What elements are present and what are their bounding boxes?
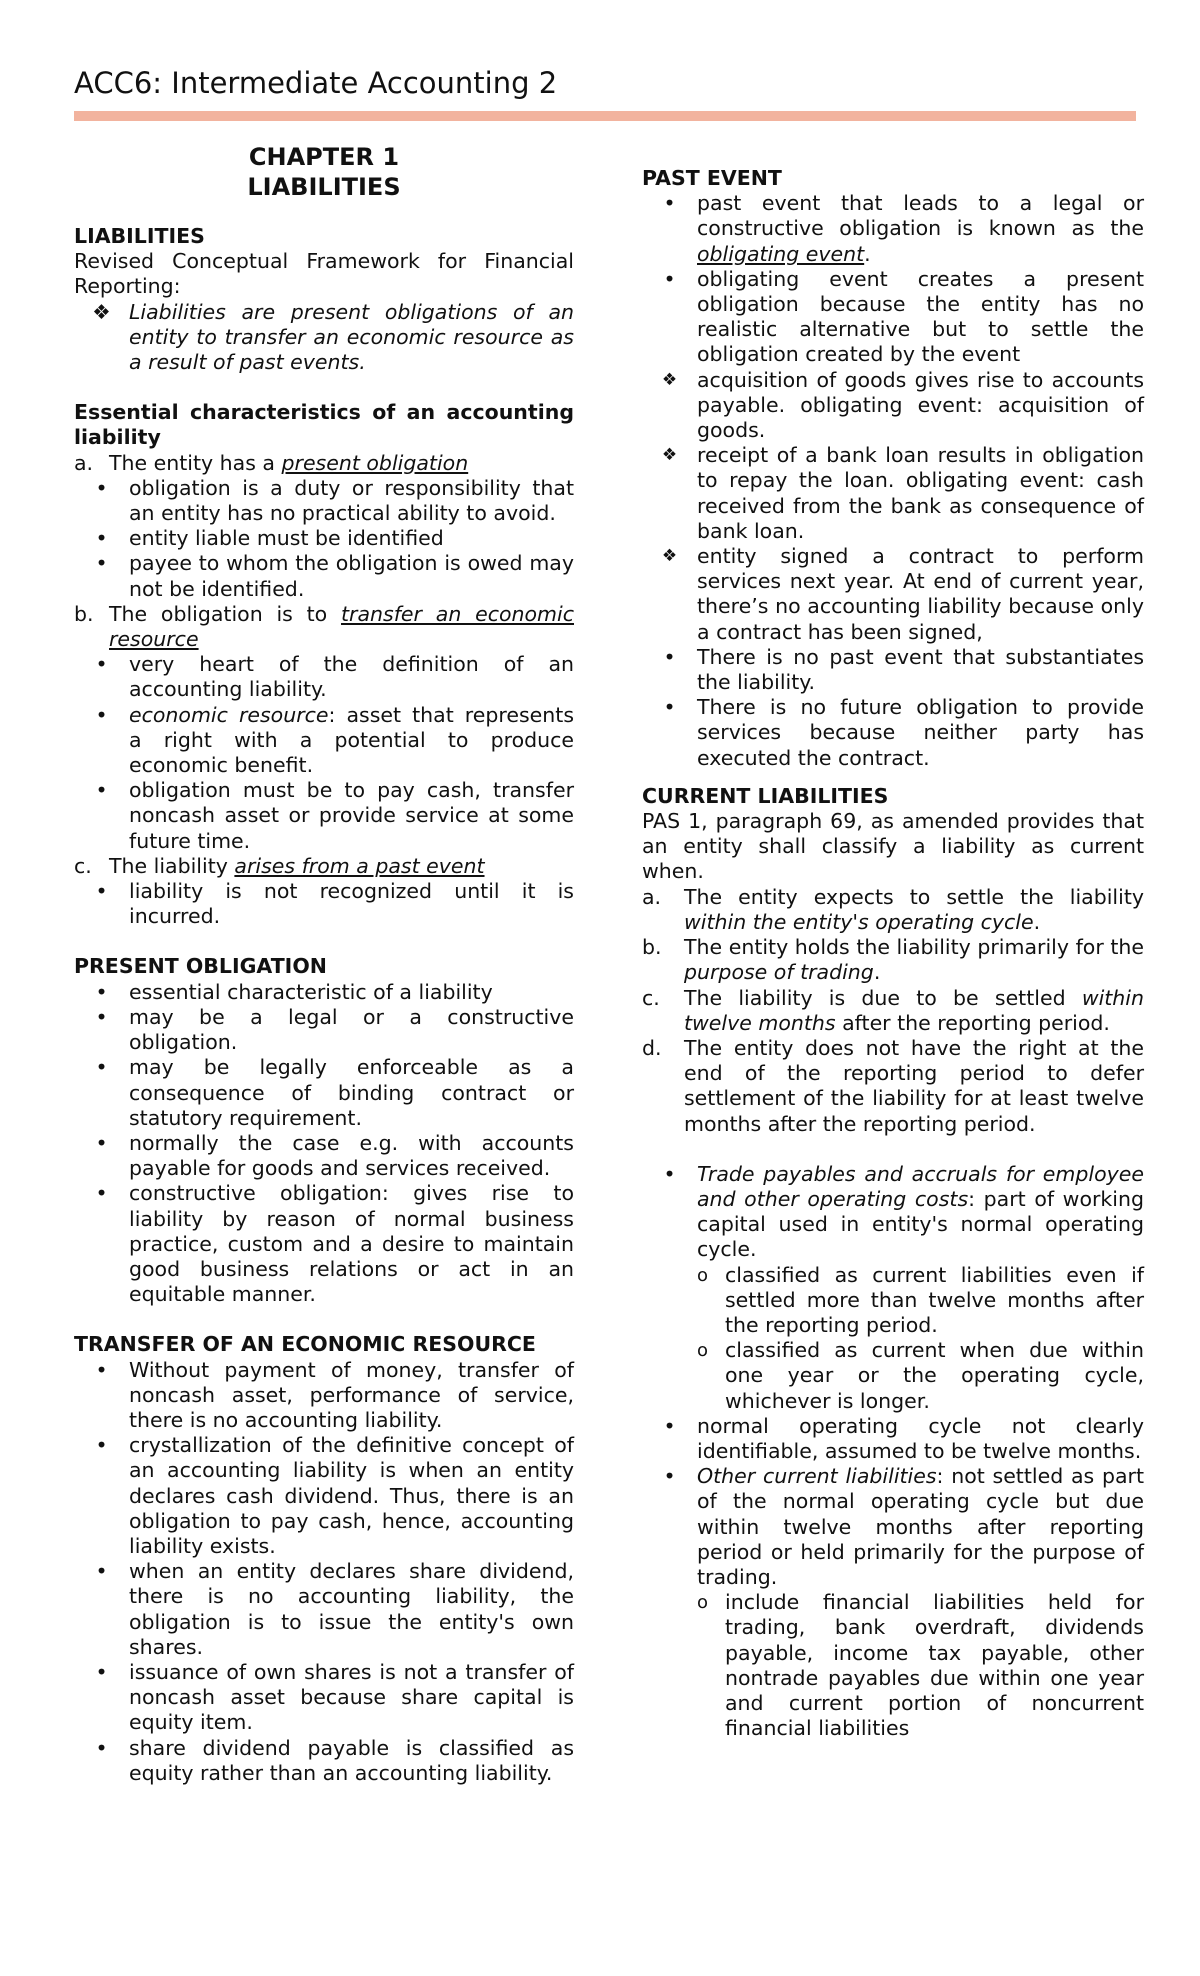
bullet-icon: • [95,1735,108,1760]
diamond-bullet-icon: ❖ [92,299,111,324]
document-header-title: ACC6: Intermediate Accounting 2 [74,66,558,100]
list-item [74,1736,574,1786]
bullet-emphasis: economic resource [129,702,329,727]
list-marker: b. [642,935,662,960]
bullet-icon: • [95,1659,108,1684]
list-item [74,476,574,526]
bullet-text: issuance of own shares is not a transfer of noncash asset because share capital is equity item. [129,1659,574,1735]
criterion-text: . [1033,909,1041,934]
bullet-emphasis: Other current liabilities [697,1464,937,1489]
criterion-text: . [873,960,881,985]
characteristic-a [74,451,574,476]
bullet-text: There is no past event that substantiates the liability. [697,644,1144,695]
bullet-icon: • [95,702,108,727]
characteristic-emphasis: arises from a past event [234,853,485,878]
circle-bullet-icon: o [697,1340,709,1362]
bullet-icon: • [95,1433,108,1458]
bullet-text: : not settled as part of the normal operating cycle but due within twelve months after reporting period or held primarily for the purpose of trading. [697,1464,1144,1589]
characteristic-text: The entity has a [109,450,282,475]
list-marker: c. [642,985,660,1010]
sub-bullet-text: include financial liabilities held for trading, bank overdraft, dividends payable, income tax payable, other nontrade payables due within one year and current portion of noncurrent financial liabilities [725,1590,1144,1741]
list-item [74,1358,574,1434]
bullet-text: essential characteristic of a liability [129,979,493,1004]
definition-item [74,300,574,376]
list-item [74,551,574,601]
list-item [74,526,574,551]
transfer-heading: TRANSFER OF AN ECONOMIC RESOURCE [74,1332,536,1357]
diamond-bullet-icon: ❖ [661,445,678,466]
current-criterion-c [642,986,1144,1036]
present-obligation-heading: PRESENT OBLIGATION [74,954,327,979]
bullet-icon: • [663,1464,676,1489]
bullet-icon: • [95,778,108,803]
list-item [74,652,574,702]
liabilities-heading: LIABILITIES [74,224,205,248]
bullet-icon: • [95,551,108,576]
bullet-icon: • [95,652,108,677]
current-liabilities-heading: CURRENT LIABILITIES [642,783,889,808]
right-column [642,166,1144,1741]
bullet-text: may be a legal or a constructive obligation. [129,1004,574,1055]
bullet-text: . [864,241,871,266]
current-criterion-b [642,935,1144,985]
criterion-text: The entity does not have the right at the end of the reporting period to defer settlement of the liability for at least twelve months after the reporting period. [684,1035,1144,1136]
bullet-text: Without payment of money, transfer of noncash asset, performance of service, there is no accounting liability. [129,1357,574,1432]
list-item [642,267,1144,368]
list-item [74,1660,574,1736]
list-item [642,1162,1144,1263]
list-marker: c. [74,853,92,878]
current-intro-text: PAS 1, paragraph 69, as amended provides that an entity shall classify a liability as current when. [642,809,1144,884]
bullet-icon: • [95,1559,108,1584]
essential-heading: Essential characteristics of an accounting liability [74,400,574,450]
criterion-text: after the reporting period. [835,1010,1110,1035]
list-item [74,1005,574,1055]
bullet-icon: • [95,879,108,904]
list-item [74,879,574,929]
list-item [74,778,574,854]
sub-list-item [642,1338,1144,1414]
bullet-icon: • [95,1181,108,1206]
sub-list-item [642,1263,1144,1339]
bullet-emphasis: Trade payables and accruals for employee and other operating costs [697,1161,1144,1211]
bullet-text: crystallization of the definitive concept of an accounting liability is when an entity declares cash dividend. Thus, there is an obligation to pay cash, hence, accounting liability exists. [129,1433,574,1558]
header-divider [74,111,1136,121]
chapter-number: CHAPTER 1 [248,143,400,171]
list-item [74,1559,574,1660]
characteristic-c [74,854,574,879]
criterion-text: The liability is due to be settled [684,985,1082,1010]
sub-list-item [642,1590,1144,1741]
bullet-icon: • [663,1161,676,1186]
list-item [642,695,1144,771]
bullet-text: constructive obligation: gives rise to liability by reason of normal business practice, custom and a desire to maintain good business relations or act in an equitable manner. [129,1181,574,1307]
definition-text: Liabilities are present obligations of an entity to transfer an economic resource as a result of past events. [129,299,574,375]
bullet-text: share dividend payable is classified as equity rather than an accounting liability. [129,1735,574,1785]
bullet-text: payee to whom the obligation is owed may not be identified. [129,551,574,601]
list-item [74,1055,574,1131]
bullet-text: obligating event creates a present obligation because the entity has no realistic alternative but to settle the obligation created by the event [697,266,1144,367]
criterion-emphasis: purpose of trading [684,960,874,985]
bullet-text: : part of working capital used in entity's normal operating cycle. [697,1186,1144,1262]
characteristic-text: The obligation is to [109,601,342,626]
bullet-icon: • [95,979,108,1004]
list-marker: a. [74,450,94,475]
bullet-text: entity signed a contract to perform services next year. At end of current year, there’s no accounting liability because only a contract has been signed, [697,544,1144,644]
bullet-icon: • [95,1357,108,1382]
bullet-text: obligation must be to pay cash, transfer noncash asset or provide service at some future time. [129,778,574,853]
bullet-icon: • [663,644,676,669]
list-item [642,544,1144,645]
chapter-title: LIABILITIES [247,173,401,201]
list-item [74,980,574,1005]
bullet-icon: • [663,266,676,291]
bullet-text: entity liable must be identified [129,526,444,551]
bullet-text: may be legally enforceable as a consequence of binding contract or statutory requirement. [129,1055,574,1130]
list-marker: a. [642,884,662,909]
bullet-icon: • [95,1004,108,1029]
characteristic-text: The liability [109,853,235,878]
left-column [74,142,574,1786]
bullet-icon: • [95,526,108,551]
list-item [642,443,1144,544]
list-marker: b. [74,601,94,626]
bullet-text: obligation is a duty or responsibility that an entity has no practical ability to avoid. [129,475,574,526]
bullet-icon: • [663,1413,676,1438]
criterion-text: The entity holds the liability primarily for the [684,935,1144,960]
list-item [642,645,1144,695]
framework-text: Revised Conceptual Framework for Financial Reporting: [74,249,574,299]
diamond-bullet-icon: ❖ [661,369,678,390]
bullet-text: normally the case e.g. with accounts payable for goods and services received. [129,1130,574,1181]
sub-bullet-text: classified as current liabilities even if settled more than twelve months after the reporting period. [725,1262,1144,1337]
bullet-text: normal operating cycle not clearly identifiable, assumed to be twelve months. [697,1413,1144,1463]
list-item [642,191,1144,267]
circle-bullet-icon: o [697,1264,709,1286]
criterion-emphasis: within the entity's operating cycle [684,909,1034,934]
list-item [74,1131,574,1181]
list-item [74,1433,574,1559]
sub-bullet-text: classified as current when due within one year or the operating cycle, whichever is longer. [725,1338,1144,1413]
characteristic-emphasis: present obligation [281,450,469,475]
past-event-heading: PAST EVENT [642,166,782,190]
current-criterion-d [642,1036,1144,1137]
bullet-emphasis: obligating event [697,241,865,266]
bullet-text: acquisition of goods gives rise to accounts payable. obligating event: acquisition of goods. [697,367,1144,443]
list-marker: d. [642,1035,662,1060]
bullet-icon: • [663,191,676,216]
bullet-text: receipt of a bank loan results in obligation to repay the loan. obligating event: cash received from the bank as consequence of bank loan. [697,443,1144,543]
circle-bullet-icon: o [697,1592,709,1614]
list-item [642,368,1144,444]
bullet-text: when an entity declares share dividend, there is no accounting liability, the obligation is to issue the entity's own shares. [129,1559,574,1659]
current-criterion-a [642,885,1144,935]
bullet-text: There is no future obligation to provide services because neither party has executed the contract. [697,695,1144,770]
list-item [642,1414,1144,1464]
bullet-text: very heart of the definition of an accounting liability. [129,652,574,702]
list-item [74,703,574,779]
bullet-text: : asset that represents a right with a potential to produce economic benefit. [129,702,575,778]
bullet-text: liability is not recognized until it is incurred. [129,879,574,929]
list-item [642,1464,1144,1590]
list-item [74,1181,574,1307]
bullet-icon: • [95,475,108,500]
bullet-icon: • [95,1055,108,1080]
bullet-icon: • [95,1130,108,1155]
bullet-icon: • [663,695,676,720]
characteristic-emphasis: transfer an economic resource [109,601,574,652]
diamond-bullet-icon: ❖ [661,546,678,567]
bullet-text: past event that leads to a legal or constructive obligation is known as the [697,191,1144,241]
characteristic-b [74,602,574,652]
criterion-emphasis: within twelve months [684,985,1144,1035]
criterion-text: The entity expects to settle the liability [684,884,1144,909]
